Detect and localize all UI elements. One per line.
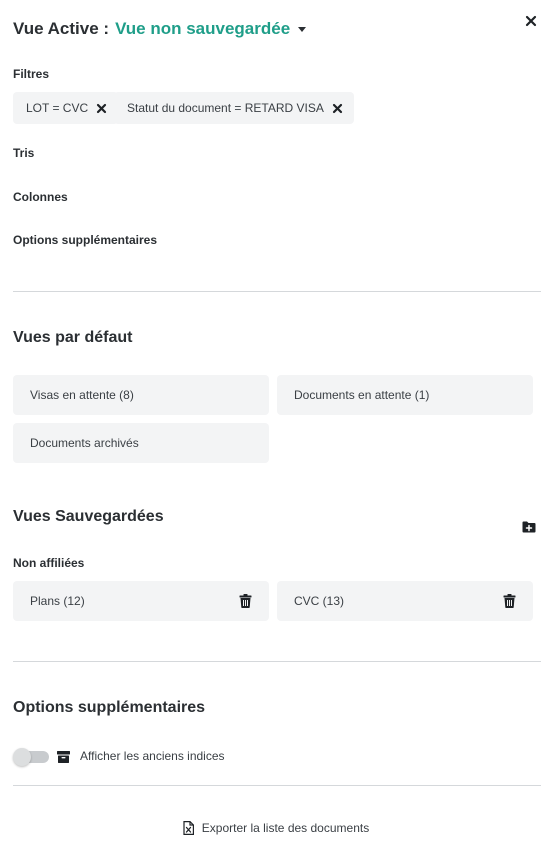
export-documents-button[interactable] xyxy=(0,818,552,838)
trash-icon[interactable] xyxy=(239,594,252,608)
default-view-label: Documents archivés xyxy=(30,436,139,450)
default-view-visas[interactable] xyxy=(13,375,269,415)
saved-view-cvc[interactable] xyxy=(277,581,533,621)
folder-plus-icon[interactable] xyxy=(522,521,536,533)
filter-chip-label: Statut du document = RETARD VISA xyxy=(127,101,324,115)
archive-icon xyxy=(57,751,70,763)
filter-chip-statut[interactable] xyxy=(114,92,354,124)
filter-chip-label: LOT = CVC xyxy=(26,101,89,115)
active-view-name[interactable]: Vue non sauvegardée xyxy=(115,19,291,38)
caret-down-icon[interactable] xyxy=(298,27,306,32)
saved-view-label: CVC (13) xyxy=(294,594,345,608)
saved-view-plans[interactable] xyxy=(13,581,269,621)
excel-file-icon xyxy=(183,821,194,835)
toggle-knob xyxy=(13,748,31,766)
show-old-indices-toggle[interactable] xyxy=(13,748,49,766)
divider xyxy=(13,785,541,786)
columns-label: Colonnes xyxy=(13,190,68,204)
default-views-heading: Vues par défaut xyxy=(13,329,133,346)
remove-filter-icon[interactable] xyxy=(96,103,107,114)
filters-label: Filtres xyxy=(13,67,50,81)
close-icon[interactable] xyxy=(524,14,538,28)
extra-options-heading: Options supplémentaires xyxy=(13,699,206,716)
remove-filter-icon[interactable] xyxy=(332,103,343,114)
extra-options-label: Options supplémentaires xyxy=(13,233,158,247)
default-view-label: Visas en attente (8) xyxy=(30,388,134,402)
saved-views-heading: Vues Sauvegardées xyxy=(13,508,164,525)
export-documents-label: Exporter la liste des documents xyxy=(201,821,370,835)
show-old-indices-label: Afficher les anciens indices xyxy=(80,749,225,763)
default-view-documents-archives[interactable] xyxy=(13,423,269,463)
active-view-header xyxy=(13,16,306,42)
unaffiliated-label: Non affiliées xyxy=(13,556,85,570)
active-view-label: Vue Active : xyxy=(13,19,110,38)
sorts-label: Tris xyxy=(13,146,35,160)
default-view-label: Documents en attente (1) xyxy=(294,388,430,402)
trash-icon[interactable] xyxy=(503,594,516,608)
divider xyxy=(13,291,541,292)
saved-view-label: Plans (12) xyxy=(30,594,85,608)
divider xyxy=(13,661,541,662)
default-view-documents-en-attente[interactable] xyxy=(277,375,533,415)
filter-chip-lot[interactable] xyxy=(13,92,118,124)
